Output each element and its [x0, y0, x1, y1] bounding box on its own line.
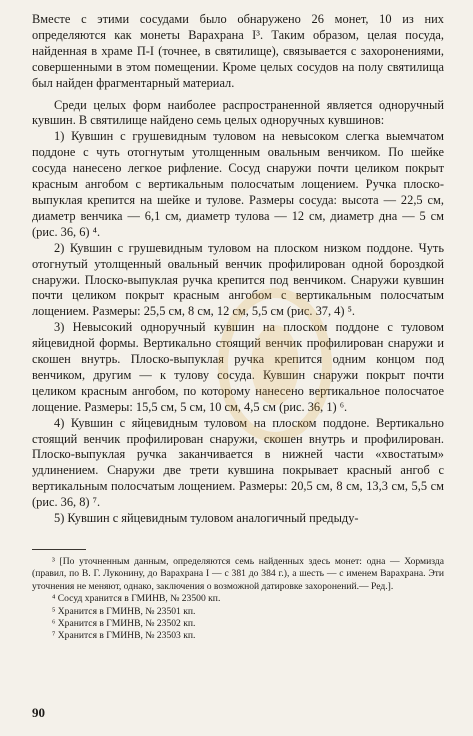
body-paragraph: 3) Невысокий одноручный кувшин на плоском поддоне с туловом яйцевидной формы. Вертикально стоящий венчик профилирован снаружи и скошен внутрь. Плоско-выпуклая ручка крепится одним концом под венчиком, другим — к тулову сосуда. Кувшин снаружи покрыт почти целиком красным ангобом, по которому нанесено вертикальное полосчатое лощение. Размеры: 15,5 см, 5 см, 10 см, 4,5 см (рис. 36, 1) ⁶.: [32, 320, 444, 414]
footnote: ⁷ Хранится в ГМИНВ, № 23503 кп.: [52, 630, 196, 642]
footnote: ⁴ Сосуд хранится в ГМИНВ, № 23500 кп.: [52, 593, 221, 605]
footnote: ⁶ Хранится в ГМИНВ, № 23502 кп.: [52, 618, 196, 630]
footnote: ³ [По уточненным данным, определяются семь найденных здесь монет: одна — Хормизда (правил, по В. Г. Луконину, до Варахрана I — с 381 до 384 г.), а шесть — с именем Варахрана. Эти уточнения не меняют, однако, заключения о возможной датировке захоронений.— Ред.].: [32, 556, 444, 592]
body-paragraph: 5) Кувшин с яйцевидным туловом аналогичный предыду-: [54, 511, 359, 526]
footnote: ⁵ Хранится в ГМИНВ, № 23501 кп.: [52, 605, 196, 617]
body-paragraph: 2) Кувшин с грушевидным туловом на плоском низком поддоне. Чуть отогнутый утолщенный овальный венчик профилирован одной бороздкой снаружи. Плоско-выпуклая ручка крепится под венчиком. Снаружи кувшин почти целиком покрыт красным ангобом с вертикальным полосчатым лощением. Размеры: 25,5 см, 8 см, 12 см, 5,5 см (рис. 37, 4) ⁵.: [32, 240, 444, 319]
body-paragraph: Вместе с этими сосудами было обнаружено 26 монет, 10 из них определяются как монеты Варахрана I³. Таким образом, целая посуда, найденная в храме П-I (точнее, в святилище), связывается с захоронениями, совершенными в этом помещении. Кроме целых сосудов на полу святилища был найден фрагментарный материал.: [32, 12, 444, 90]
body-paragraph: 1) Кувшин с грушевидным туловом на невысоком слегка выемчатом поддоне с чуть отогнутым утолщенным овальным венчиком. По шейке сосуда нанесено легкое рифление. Сосуд снаружи почти целиком покрыт красным ангобом с вертикальным полосчатым лощением. Ручка плоско-выпуклая крепится на шейке и тулове. Размеры сосуда: высота — 22,5 см, диаметр венчика — 6,1 см, диаметр тулова — 12 см, диаметр дна — 5 см (рис. 36, 6) ⁴.: [32, 129, 444, 239]
page-number: 90: [32, 705, 45, 720]
page-body: [32, 12, 444, 643]
footnote-divider: [32, 549, 86, 550]
body-paragraph: 4) Кувшин с яйцевидным туловом на плоском поддоне. Вертикально стоящий венчик профилирован снаружи, скошен внутрь и профилирован. Плоско-выпуклая ручка заканчивается в нижней части «хвостатым» удлинением. Снаружи две трети кувшина покрывает красный ангоб с вертикальным полосчатым лощением. Размеры: 20,5 см, 8 см, 13,3 см, 5,5 см (рис. 36, 8) ⁷.: [32, 415, 444, 510]
body-paragraph: Среди целых форм наиболее распространенной является одноручный кувшин. В святилище найдено семь целых одноручных кувшинов:: [32, 97, 444, 128]
